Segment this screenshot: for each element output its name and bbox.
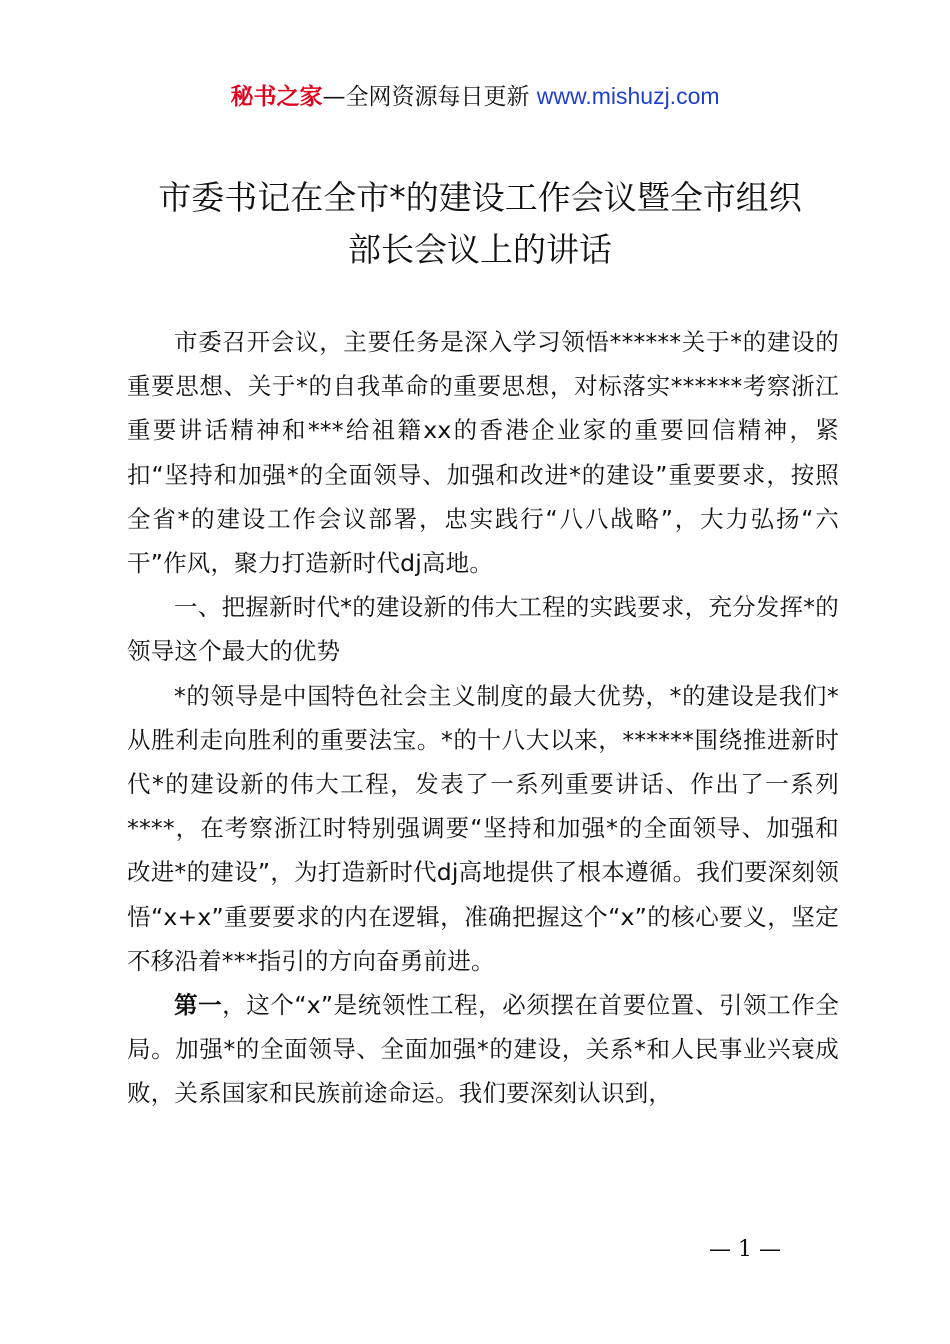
- paragraph-first-lead: 第一: [174, 991, 223, 1020]
- title-line-1: 市委书记在全市*的建设工作会议暨全市组织: [158, 178, 802, 217]
- site-banner: [0, 80, 950, 113]
- document-title: [125, 172, 835, 276]
- page-number: — 1 —: [709, 1237, 781, 1262]
- paragraph-first: [127, 983, 839, 1116]
- banner-slogan: —全网资源每日更新: [322, 84, 537, 110]
- document-body: [127, 320, 839, 1116]
- banner-url-link[interactable]: www.mishuzj.com: [536, 83, 720, 109]
- section-heading-1: 一、把握新时代*的建设新的伟大工程的实践要求，充分发挥*的领导这个最大的优势: [127, 593, 839, 666]
- title-line-2: 部长会议上的讲话: [348, 230, 612, 269]
- banner-brand: 秘书之家: [230, 84, 323, 110]
- paragraph-intro: 市委召开会议，主要任务是深入学习领悟******关于*的建设的重要思想、关于*的自我革命的重要思想，对标落实******考察浙江重要讲话精神和***给祖籍xx的香港企业家的重要回信精神，紧扣“坚持和加强*的全面领导、加强和改进*的建设”重要要求，按照全省*的建设工作会议部署，忠实践行“八八战略”，大力弘扬“六干”作风，聚力打造新时代dj高地。: [127, 328, 839, 578]
- paragraph-first-text: ，这个“x”是统领性工程，必须摆在首要位置、引领工作全局。加强*的全面领导、全面加强*的建设，关系*和人民事业兴衰成败，关系国家和民族前途命运。我们要深刻认识到，: [127, 991, 840, 1108]
- paragraph-leadership: *的领导是中国特色社会主义制度的最大优势，*的建设是我们*从胜利走向胜利的重要法宝。*的十八大以来，******围绕推进新时代*的建设新的伟大工程，发表了一系列重要讲话、作出了一系列****，在考察浙江时特别强调要“坚持和加强*的全面领导、加强和改进*的建设”，为打造新时代dj高地提供了根本遵循。我们要深刻领悟“x+x”重要要求的内在逻辑，准确把握这个“x”的核心要义，坚定不移沿着***指引的方向奋勇前进。: [127, 681, 839, 975]
